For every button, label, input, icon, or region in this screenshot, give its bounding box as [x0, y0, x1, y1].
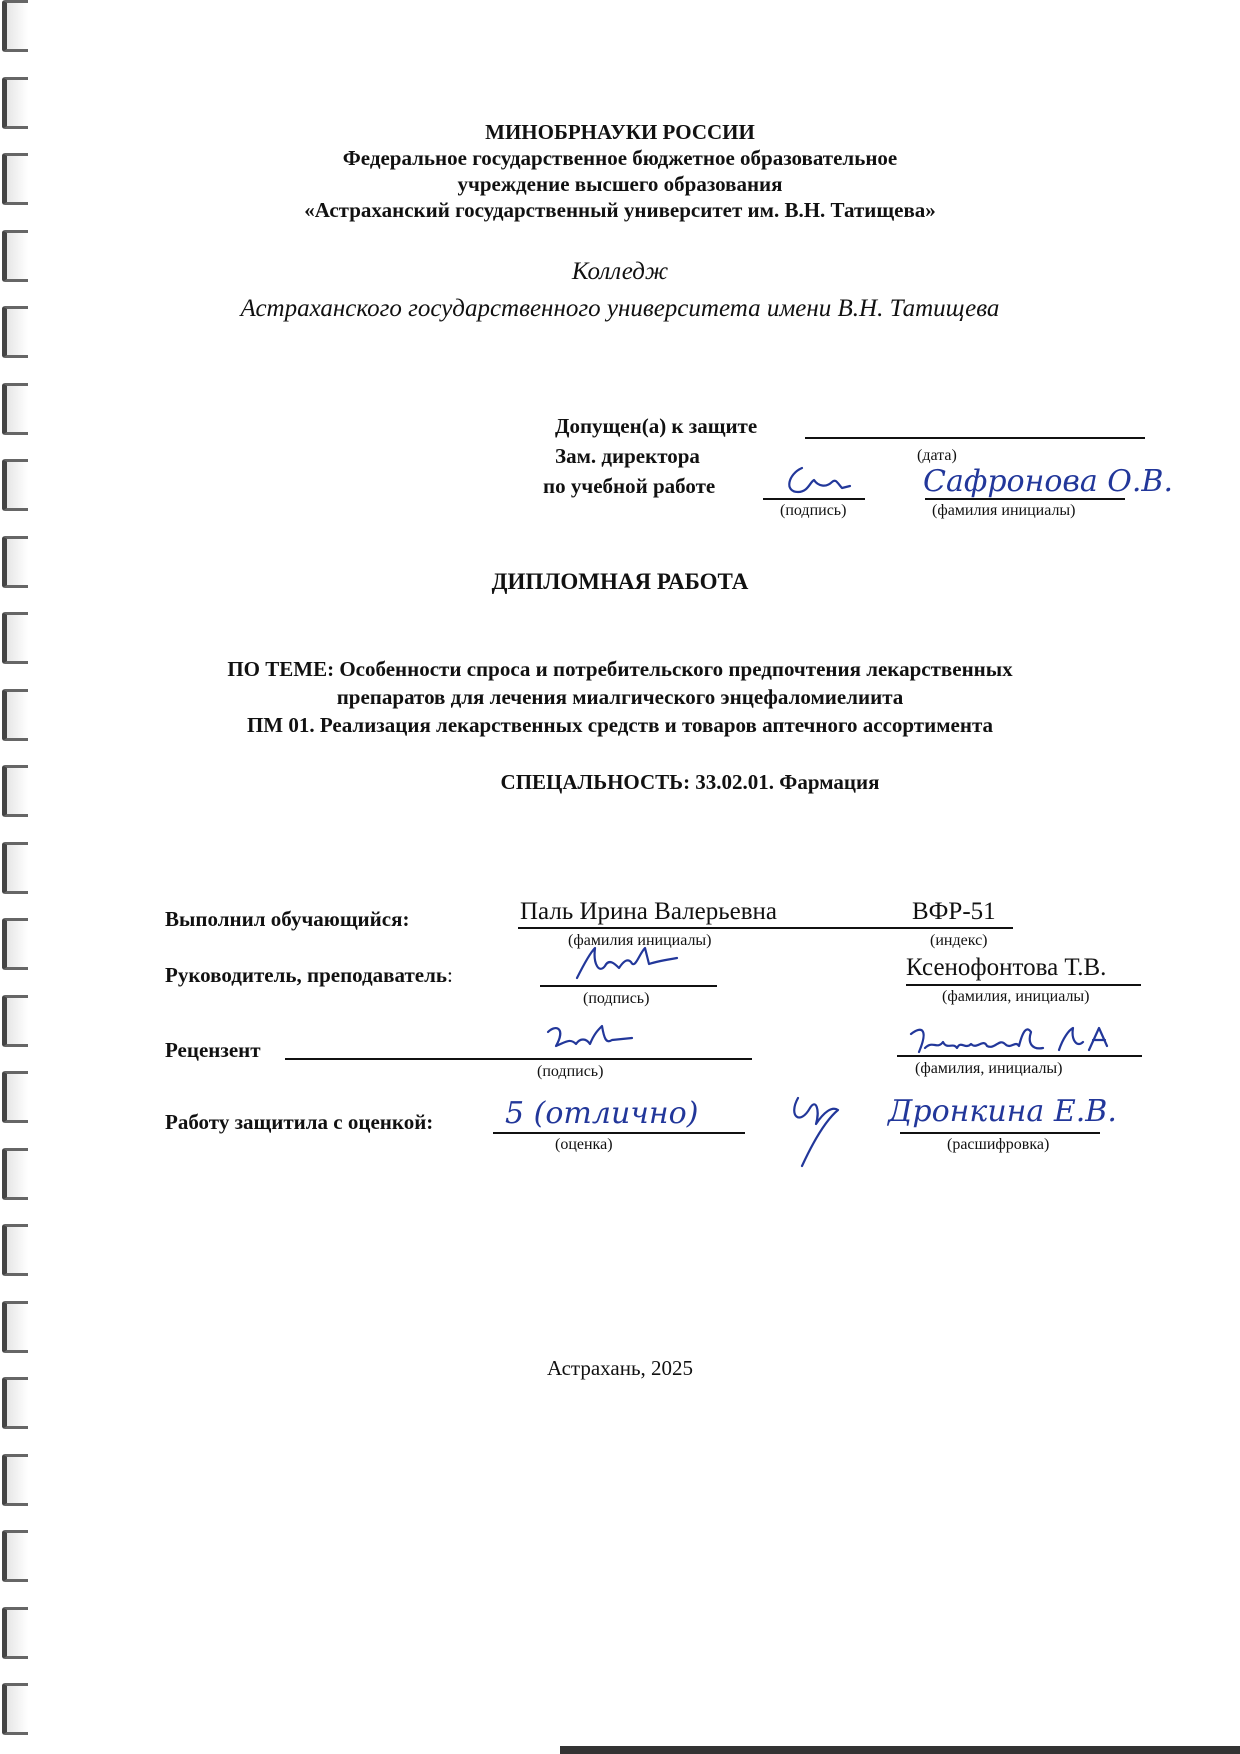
- binding-ring-icon: [2, 1377, 28, 1429]
- topic-line-1: ПО ТЕМЕ: Особенности спроса и потребительского предпочтения лекарственных: [227, 657, 1013, 681]
- binding-ring-icon: [2, 1530, 28, 1582]
- binding-ring-icon: [2, 459, 28, 511]
- deputy-name-caption: (фамилия инициалы): [932, 502, 1076, 519]
- deputy-label: Зам. директора: [555, 444, 700, 468]
- reviewer-name-handwritten: [903, 1020, 1133, 1064]
- supervisor-label: Руководитель, преподаватель:: [165, 963, 453, 987]
- supervisor-signature: [565, 944, 695, 988]
- academic-work-label: по учебной работе: [543, 474, 716, 498]
- institution-level-line: учреждение высшего образования: [457, 172, 783, 196]
- city-year: Астрахань, 2025: [546, 1356, 694, 1380]
- defense-label: Работу защитила с оценкой:: [165, 1110, 434, 1134]
- binding-ring-icon: [2, 1683, 28, 1735]
- document-type-title: ДИПЛОМНАЯ РАБОТА: [491, 569, 749, 594]
- binding-ring-icon: [2, 1301, 28, 1353]
- student-group-caption: (индекс): [930, 932, 988, 949]
- module-line: ПМ 01. Реализация лекарственных средств и товаров аптечного ассортимента: [246, 713, 994, 737]
- topic-line-2: препаратов для лечения миалгического энцефаломиелиита: [336, 685, 904, 709]
- supervisor-name-line: [906, 984, 1141, 986]
- student-name: Паль Ирина Валерьевна: [520, 898, 777, 925]
- ministry-line: МИНОБРНАУКИ РОССИИ: [485, 120, 755, 144]
- binding-ring-icon: [2, 0, 28, 52]
- student-group: ВФР-51: [912, 898, 996, 925]
- binding-ring-icon: [2, 383, 28, 435]
- admitted-label: Допущен(а) к защите: [555, 414, 758, 438]
- student-line: [518, 927, 1013, 929]
- binding-ring-icon: [2, 1071, 28, 1123]
- reviewer-name-caption: (фамилия, инициалы): [915, 1060, 1063, 1077]
- reviewer-name-line: [897, 1055, 1142, 1057]
- date-caption: (дата): [917, 447, 957, 464]
- defense-chair-signature: [780, 1090, 850, 1170]
- grade-handwritten: 5 (отлично): [505, 1096, 699, 1131]
- binding-ring-icon: [2, 765, 28, 817]
- supervisor-signature-caption: (подпись): [583, 990, 650, 1007]
- supervisor-name-caption: (фамилия, инициалы): [942, 988, 1090, 1005]
- deputy-handwritten-name: Сафронова О.В.: [923, 464, 1174, 499]
- reviewer-label: Рецензент: [165, 1038, 261, 1062]
- grade-caption: (оценка): [555, 1136, 613, 1153]
- supervisor-name: Ксенофонтова Т.В.: [906, 954, 1107, 981]
- binding-ring-icon: [2, 1607, 28, 1659]
- deputy-signature: [780, 462, 860, 502]
- binding-ring-icon: [2, 1454, 28, 1506]
- binding-ring-icon: [2, 842, 28, 894]
- binding-ring-icon: [2, 918, 28, 970]
- college-line: Колледж: [571, 258, 669, 285]
- specialty-line: СПЕЦАЛЬНОСТЬ: 33.02.01. Фармация: [500, 770, 880, 794]
- student-name-caption: (фамилия инициалы): [568, 932, 712, 949]
- deputy-name-line: [925, 498, 1125, 500]
- scan-edge-shadow: [560, 1746, 1240, 1754]
- college-university-line: Астраханского государственного университета имени В.Н. Татищева: [240, 295, 1000, 322]
- institution-type-line: Федеральное государственное бюджетное образовательное: [342, 146, 898, 170]
- university-name: «Астраханский государственный университет им. В.Н. Татищева»: [304, 198, 936, 222]
- reviewer-signature-line: [285, 1058, 752, 1060]
- deputy-signature-caption: (подпись): [780, 502, 847, 519]
- reviewer-signature: [540, 1020, 640, 1064]
- reviewer-signature-caption: (подпись): [537, 1063, 604, 1080]
- binding-ring-icon: [2, 1224, 28, 1276]
- defense-signer-handwritten: Дронкина Е.В.: [888, 1094, 1117, 1129]
- binding-ring-icon: [2, 995, 28, 1047]
- decoding-line: [900, 1132, 1100, 1134]
- date-line: [805, 437, 1145, 439]
- decoding-caption: (расшифровка): [947, 1136, 1050, 1153]
- grade-line: [493, 1132, 745, 1134]
- binding-ring-icon: [2, 1148, 28, 1200]
- student-label: Выполнил обучающийся:: [165, 907, 410, 931]
